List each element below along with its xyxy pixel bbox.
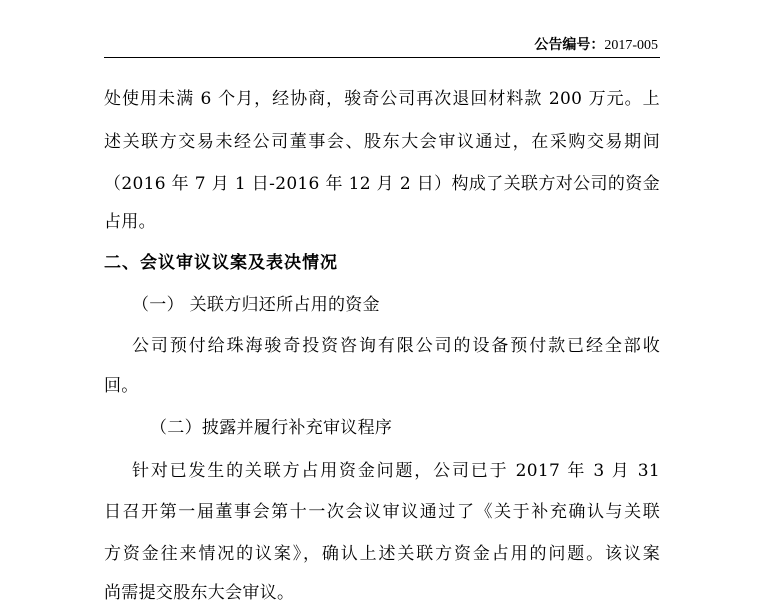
paragraph-1-line-2: 回。 xyxy=(104,376,139,396)
paragraph-2-line-3: 方资金往来情况的议案》，确认上述关联方资金占用的问题。该议案 xyxy=(104,544,660,564)
body-line-3: （2016 年 7 月 1 日-2016 年 12 月 2 日）构成了关联方对公司的资金 xyxy=(104,174,660,194)
page-header xyxy=(104,30,660,58)
body-line-4: 占用。 xyxy=(104,212,156,232)
body-line-2: 述关联方交易未经公司董事会、股东大会审议通过，在采购交易期间 xyxy=(104,132,660,152)
section-heading: 二、会议审议议案及表决情况 xyxy=(104,253,338,273)
announcement-number-label: 公告编号： xyxy=(534,37,605,53)
paragraph-2-line-1: 针对已发生的关联方占用资金问题，公司已于 2017 年 3 月 31 xyxy=(132,461,660,481)
paragraph-2-line-4: 尚需提交股东大会审议。 xyxy=(104,583,295,603)
subsection-heading-2: （二）披露并履行补充审议程序 xyxy=(150,418,393,438)
announcement-number-value: 2017-005 xyxy=(604,38,658,53)
paragraph-1-line-1: 公司预付给珠海骏奇投资咨询有限公司的设备预付款已经全部收 xyxy=(132,336,660,356)
subsection-heading-1: （一） 关联方归还所占用的资金 xyxy=(132,295,380,315)
body-line-1: 处使用未满 6 个月，经协商，骏奇公司再次退回材料款 200 万元。上 xyxy=(104,89,660,109)
paragraph-2-line-2: 日召开第一届董事会第十一次会议审议通过了《关于补充确认与关联 xyxy=(104,502,660,522)
announcement-number xyxy=(534,34,658,54)
